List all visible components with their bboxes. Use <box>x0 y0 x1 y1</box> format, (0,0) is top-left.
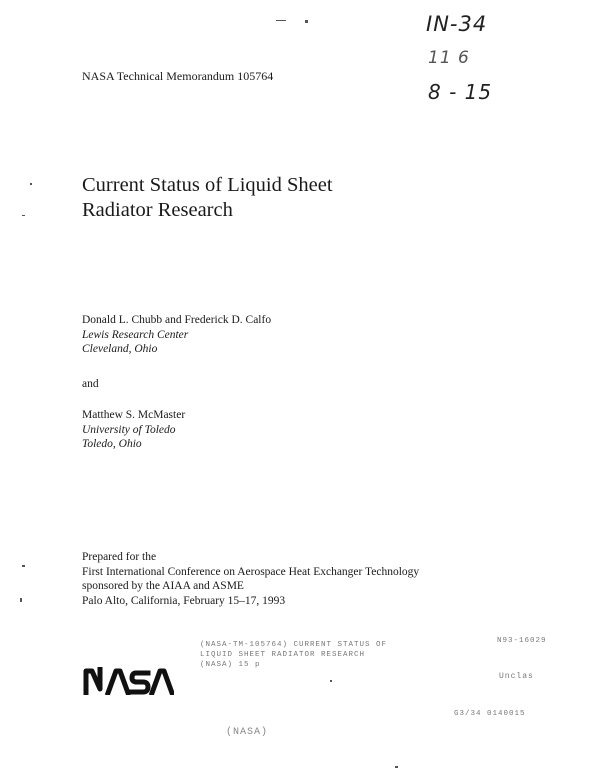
catalog-stamp <box>200 640 387 670</box>
author-names-1: Donald L. Chubb and Frederick D. Calfo <box>82 314 272 326</box>
title-line-1: Current Status of Liquid Sheet <box>82 174 333 196</box>
scan-speck <box>395 766 398 768</box>
author-location-1: Cleveland, Ohio <box>82 343 158 355</box>
stamp-line-1: (NASA-TM-105764) CURRENT STATUS OF <box>200 641 388 649</box>
title-line-2: Radiator Research <box>82 199 233 221</box>
scan-speck <box>305 20 308 23</box>
nasa-logo <box>82 667 174 700</box>
scan-speck <box>22 215 25 216</box>
prepared-line-1: Prepared for the <box>82 551 157 563</box>
conjunction-and: and <box>82 378 99 390</box>
prepared-for-block <box>82 550 419 608</box>
prepared-line-2: First International Conference on Aerospace Heat Exchanger Technology <box>82 565 420 578</box>
handwritten-note-1: IN-34 <box>426 12 488 36</box>
author-location-2: Toledo, Ohio <box>82 438 142 450</box>
author-names-2: Matthew S. McMaster <box>82 409 186 421</box>
stamp-line-2: LIQUID SHEET RADIATOR RESEARCH <box>200 651 366 659</box>
nasa-logo-icon <box>82 667 174 695</box>
prepared-line-4: Palo Alto, California, February 15–17, 1993 <box>82 594 286 607</box>
handwritten-note-2: 11 6 <box>428 48 470 68</box>
author-block-2 <box>82 408 185 452</box>
scan-speck <box>330 680 332 682</box>
author-block-1 <box>82 313 271 357</box>
stamp-accession-number: N93-16029 <box>497 637 547 645</box>
scan-speck <box>276 20 286 21</box>
memo-number: NASA Technical Memorandum 105764 <box>82 69 274 83</box>
bottom-stamp-mark: (NASA) <box>226 727 269 738</box>
handwritten-note-3: 8 - 15 <box>428 80 493 104</box>
stamp-line-3: (NASA) 15 p <box>200 661 261 669</box>
author-org-1: Lewis Research Center <box>82 328 189 341</box>
stamp-unclas: Unclas <box>499 672 534 681</box>
stamp-category-number: G3/34 0140015 <box>454 710 526 718</box>
author-org-2: University of Toledo <box>82 423 176 436</box>
prepared-line-3: sponsored by the AIAA and ASME <box>82 580 244 592</box>
scan-speck <box>30 183 32 185</box>
scan-speck <box>22 565 25 567</box>
scan-speck <box>20 598 22 602</box>
document-title <box>82 173 333 223</box>
